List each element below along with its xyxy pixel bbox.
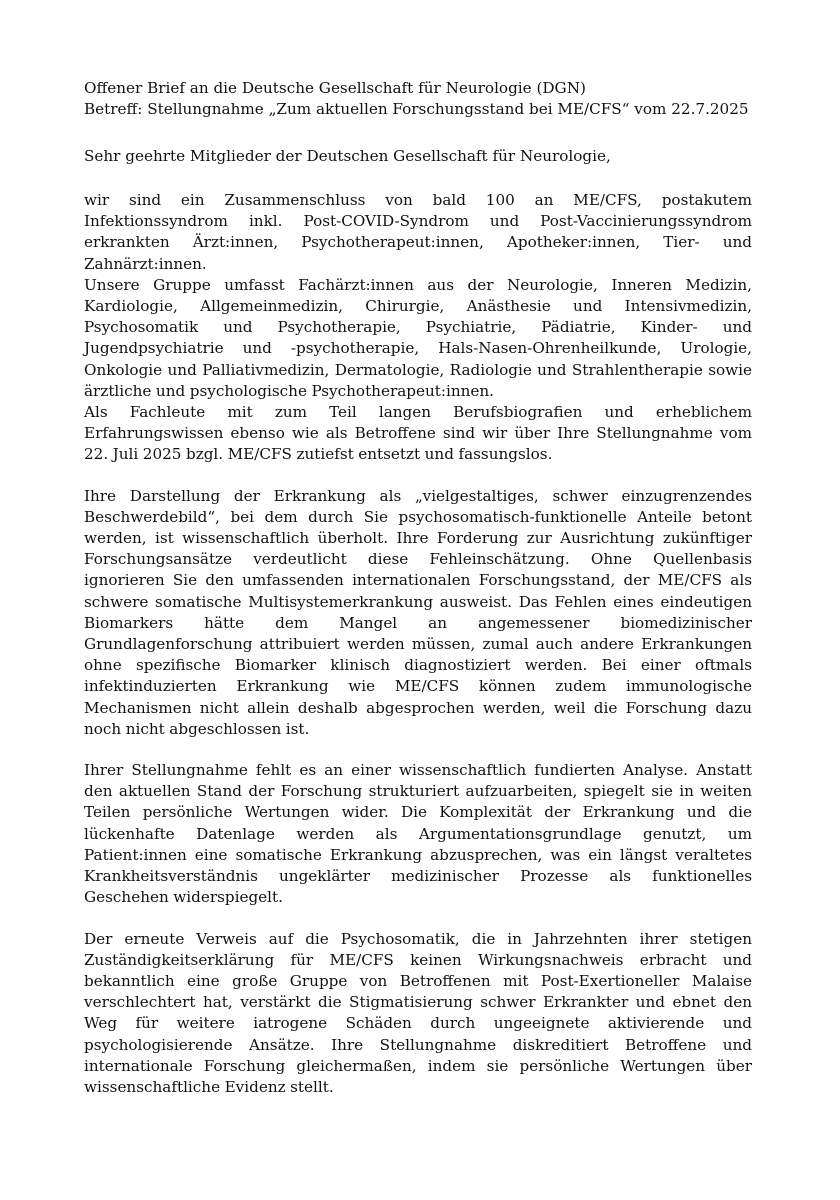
letter-header xyxy=(84,78,764,120)
letter-subject: Betreff: Stellungnahme „Zum aktuellen Forschungsstand bei ME/CFS“ vom 22.7.2025 xyxy=(84,100,749,119)
intro-block xyxy=(84,190,752,466)
paragraph-outdated-view: Ihre Darstellung der Erkrankung als „vielgestaltiges, schwer einzugrenzendes Beschwerdebild“, bei dem durch Sie psychosomatisch-funktionelle Anteile betont werden, ist wissenschaftlich überholt. Ihre Forderung zur Ausrichtung zukünftiger Forschungsansätze verdeutlicht diese Fehleinschätzung. Ohne Quellenbasis ignorieren Sie den umfassenden internationalen Forschungsstand, der ME/CFS als schwere somatische Multisystemerkrankung ausweist. Das Fehlen eines eindeutigen Biomarkers hätte dem Mangel an angemessener biomedizinischer Grundlagenforschung attribuiert werden müssen, zumal auch andere Erkrankungen ohne spezifische Biomarker klinisch diagnostiziert werden. Bei einer oftmals infektinduzierten Erkrankung wie ME/CFS können zudem immunologische Mechanismen nicht allein deshalb abgesprochen werden, weil die Forschung dazu noch nicht abgeschlossen ist. xyxy=(84,486,752,738)
paragraph-psychosomatics: Der erneute Verweis auf die Psychosomatik, die in Jahrzehnten ihrer stetigen Zuständigkeitserklärung für ME/CFS keinen Wirkungsnachweis erbracht und bekanntlich eine große Gruppe von Betroffenen mit Post-Exertioneller Malaise verschlechtert hat, verstärkt die Stigmatisierung schwer Erkrankter und ebnet den Weg für weitere iatrogene Schäden durch ungeeignete aktivierende und psychologisierende Ansätze. Ihre Stellungnahme diskreditiert Betroffene und internationale Forschung gleichermaßen, indem sie persönliche Wertungen über wissenschaftliche Evidenz stellt. xyxy=(84,929,752,1096)
critique-block-1 xyxy=(84,486,752,740)
letter-title: Offener Brief an die Deutsche Gesellschaft für Neurologie (DGN) xyxy=(84,79,586,97)
critique-block-2 xyxy=(84,760,752,908)
paragraph-missing-analysis: Ihrer Stellungnahme fehlt es an einer wissenschaftlich fundierten Analyse. Anstatt den aktuellen Stand der Forschung strukturiert aufzuarbeiten, spiegelt sie in weiten Teilen persönliche Wertungen wider. Die Komplexität der Erkrankung und die lückenhafte Datenlage werden als Argumentationsgrundlage genutzt, um Patient:innen eine somatische Erkrankung abzusprechen, was ein längst veraltetes Krankheitsverständnis ungeklärter medizinischer Prozesse als funktionelles Geschehen widerspiegelt. xyxy=(84,761,752,907)
letter-salutation: Sehr geehrte Mitglieder der Deutschen Gesellschaft für Neurologie, xyxy=(84,147,611,165)
paragraph-dismay: Als Fachleute mit zum Teil langen Berufsbiografien und erheblichem Erfahrungswissen ebenso wie als Betroffene sind wir über Ihre Stellungnahme vom 22. Juli 2025 bzgl. ME/CFS zutiefst entsetzt und fassungslos. xyxy=(84,403,752,464)
critique-block-3 xyxy=(84,929,752,1099)
paragraph-intro-group: wir sind ein Zusammenschluss von bald 100 an ME/CFS, postakutem Infektionssyndrom inkl. Post-COVID-Syndrom und Post-Vaccinierungssyndrom erkrankten Ärzt:innen, Psychotherapeut:innen, Apotheker:innen, Tier- und Zahnärzt:innen. xyxy=(84,191,752,273)
paragraph-specialties: Unsere Gruppe umfasst Fachärzt:innen aus der Neurologie, Inneren Medizin, Kardiologie, Allgemeinmedizin, Chirurgie, Anästhesie und Intensivmedizin, Psychosomatik und Psychotherapie, Psychiatrie, Pädiatrie, Kinder- und Jugendpsychiatrie und -psychotherapie, Hals-Nasen-Ohrenheilkunde, Urologie, Onkologie und Palliativmedizin, Dermatologie, Radiologie und Strahlentherapie sowie ärztliche und psychologische Psychotherapeut:innen. xyxy=(84,275,752,400)
letter-body xyxy=(84,190,752,1118)
